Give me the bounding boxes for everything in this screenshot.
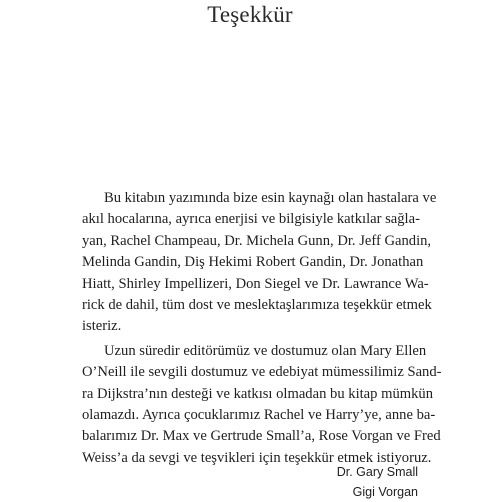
signature-name: Gigi Vorgan (352, 485, 418, 499)
text-line: Hiatt, Shirley Impellizeri, Don Siegel ve Dr. Lawrance Wa- (82, 275, 429, 292)
text-line: olamazdı. Ayrıca çocuklarımız Rachel ve Harry’ye, anne ba- (82, 407, 436, 424)
text-line: rick de dahil, tüm dost ve meslektaşlarımıza teşekkür etmek (82, 297, 432, 314)
text-line: O’Neill ile sevgili dostumuz ve edebiyat mümessilimiz Sand- (82, 364, 442, 381)
text-line: Melinda Gandin, Diş Hekimi Robert Gandin, Dr. Jonathan (82, 254, 424, 271)
paragraph-2 (82, 341, 442, 469)
text-line: yan, Rachel Champeau, Dr. Michela Gunn, Dr. Jeff Gandin, (82, 232, 432, 249)
signature-name: Dr. Gary Small (336, 465, 418, 479)
text-line: Weiss’a da sevgi ve teşvikleri için teşekkür etmek istiyoruz. (82, 449, 432, 466)
text-line: ra Dijkstra’nın desteği ve katkısı olmadan bu kitap mümkün (82, 385, 433, 402)
text-line: isteriz. (82, 318, 122, 335)
text-line: balarımız Dr. Max ve Gertrude Small’a, Rose Vorgan ve Fred (82, 428, 441, 445)
page-title: Teşekkür (207, 2, 293, 27)
acknowledgement-body (82, 188, 442, 469)
text-line: Bu kitabın yazımında bize esin kaynağı olan hastalara ve (104, 190, 437, 206)
text-line: akıl hocalarına, ayrıca enerjisi ve bilgisiyle katkılar sağla- (82, 211, 420, 228)
text-line: Uzun süredir editörümüz ve dostumuz olan Mary Ellen (104, 342, 427, 359)
signature-block (337, 462, 418, 502)
paragraph-1 (82, 188, 437, 338)
